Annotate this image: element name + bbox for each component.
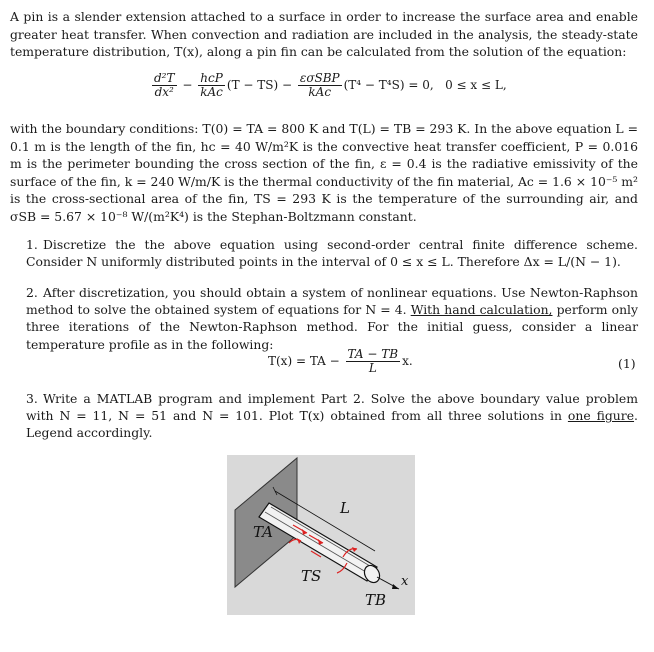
task-item-1: 1. Discretize the the above equation using second-order central finite difference scheme. Consider N uniformly distributed points in the interval of 0 ≤ x ≤ L. Therefore Δx = L/(N − 1).: [26, 237, 638, 270]
label-TB: TB: [365, 591, 387, 609]
equation-number: (1): [618, 356, 636, 371]
conditions-paragraph: with the boundary conditions: T(0) = TA = 800 K and T(L) = TB = 293 K. In the above equation L = 0.1 m is the length of the fin, hc = 40 W/m²K is the convective heat transfer coefficient, P = 0.016 m is the perimeter bounding the cross section of the fin, ε = 0.4 is the radiative emissivity of the surface of the fin, k = 240 W/m/K is the thermal conductivity of the fin material, Ac = 1.6 × 10⁻⁵ m² is the cross-sectional area of the fin, TS = 293 K is the temperature of the surrounding air, and σSB = 5.67 × 10⁻⁸ W/(m²K⁴) is the Stephan-Boltzmann constant.: [10, 121, 638, 224]
pin-fin-figure: [227, 455, 415, 615]
label-x: x: [401, 574, 409, 589]
task-item-3: 3. Write a MATLAB program and implement Part 2. Solve the above boundary value problem with N = 11, N = 51 and N = 101. Plot T(x) obtained from all three solutions in one figure. Legend accordingly.: [26, 391, 638, 441]
label-TS: TS: [301, 567, 322, 585]
eq-frac-2: $\frac{\text{hcP}}{\text{kAc}}$: [200, 71, 223, 99]
task-item-2: 2. After discretization, you should obtain a system of nonlinear equations. Use Newton-Raphson method to solve the obtained system of equations for N = 4. With hand calculation, perform only three iterations of the Newton-Raphson method. For the initial guess, consider a linear temperature profile as in the following:: [26, 285, 639, 352]
initial-guess-equation: T(x) = TA − $\frac{TA - TB}{L}$ x.: [268, 347, 413, 375]
label-L: L: [340, 499, 350, 517]
eq-frac-1: $\frac{\text{d²T}}{\text{dx²}}$: [154, 71, 175, 99]
eq-domain: 0 ≤ x ≤ L,: [445, 78, 507, 92]
governing-equation: $\frac{\text{d²T}}{\text{dx²}}$ − $\frac{\text{hcP}}{\text{kAc}}$ (T − TS) − $\frac{\text{εσSBP}}{\text{kAc}}$ (T⁴ − T⁴S) = 0, 0 ≤ x ≤ L,: [154, 71, 507, 99]
underlined-hand-calc: With hand calculation,: [410, 302, 553, 318]
underlined-one-figure: one figure: [567, 408, 635, 424]
label-TA: TA: [253, 523, 274, 541]
eq-frac-3: $\frac{\text{εσSBP}}{\text{kAc}}$: [299, 71, 340, 99]
intro-paragraph: A pin is a slender extension attached to a surface in order to increase the surface area and enable greater heat transfer. When convection and radiation are included in the analysis, the steady-state temperature distribution, T(x), along a pin fin can be calculated from the solution of the equation:: [10, 9, 638, 60]
